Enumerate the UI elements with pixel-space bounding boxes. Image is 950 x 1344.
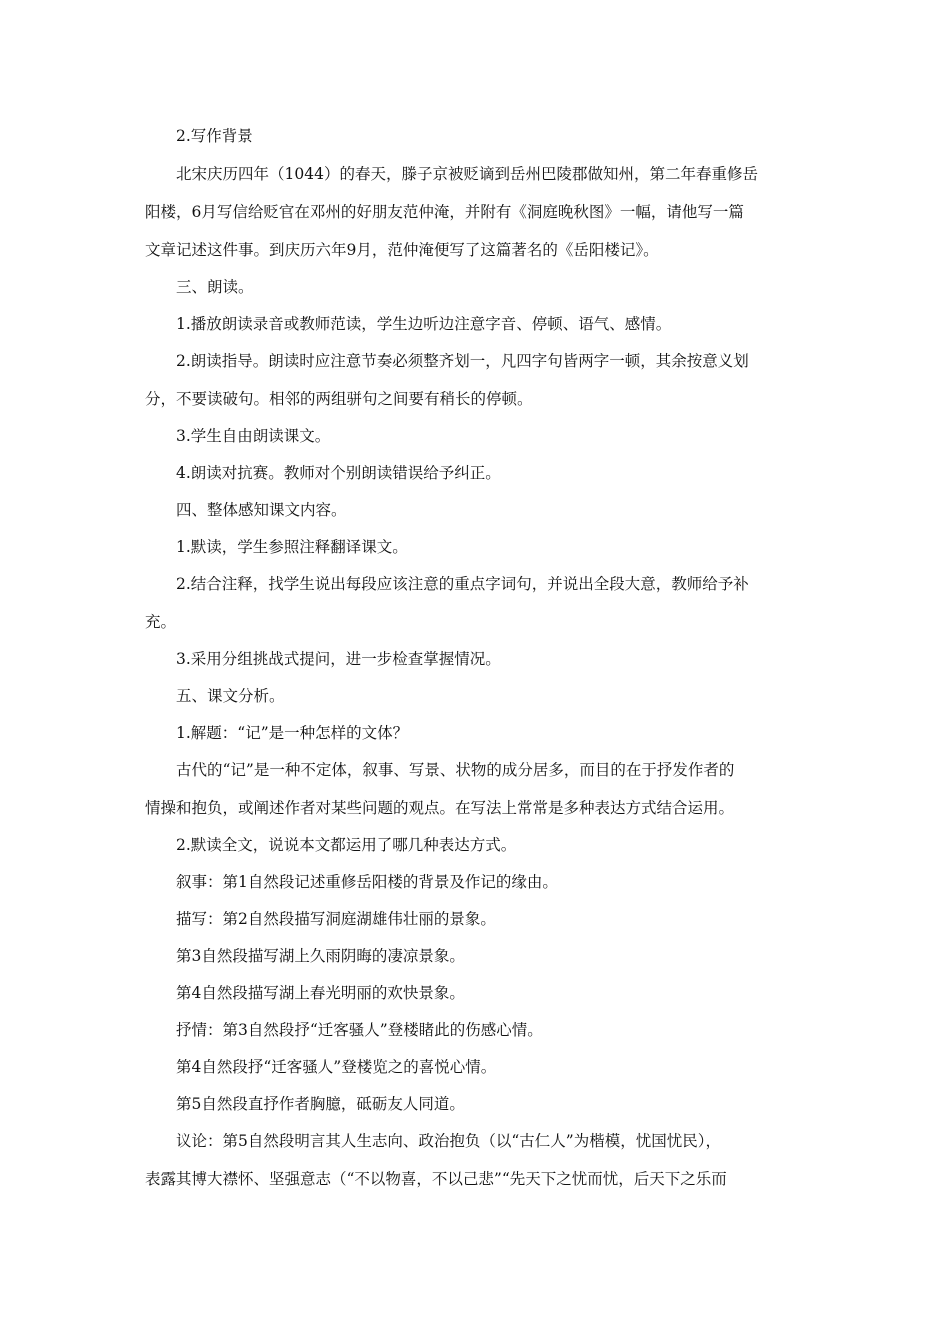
paragraph-line: 3.学生自由朗读课文。 xyxy=(176,427,331,445)
paragraph-line: 议论：第5自然段明言其人生志向、政治抱负（以“古仁人”为楷模，忧国忧民）， xyxy=(176,1132,721,1150)
paragraph-line: 叙事：第1自然段记述重修岳阳楼的背景及作记的缘由。 xyxy=(176,873,558,891)
paragraph-line: 第4自然段描写湖上春光明丽的欢快景象。 xyxy=(176,984,465,1002)
section-heading: 四、整体感知课文内容。 xyxy=(176,501,347,519)
paragraph-line: 充。 xyxy=(145,613,177,631)
paragraph-line: 1.解题：“记”是一种怎样的文体？ xyxy=(176,724,409,742)
paragraph-line: 北宋庆历四年（1044）的春天，滕子京被贬谪到岳州巴陵郡做知州，第二年春重修岳 xyxy=(176,165,758,183)
paragraph-line: 第4自然段抒“迁客骚人”登楼览之的喜悦心情。 xyxy=(176,1058,497,1076)
paragraph-line: 第5自然段直抒作者胸臆，砥砺友人同道。 xyxy=(176,1095,465,1113)
paragraph-line: 抒情：第3自然段抒“迁客骚人”登楼睹此的伤感心情。 xyxy=(176,1021,543,1039)
paragraph-line: 2.结合注释，找学生说出每段应该注意的重点字词句，并说出全段大意，教师给予补 xyxy=(176,575,749,593)
paragraph-line: 第3自然段描写湖上久雨阴晦的凄凉景象。 xyxy=(176,947,465,965)
paragraph-line: 4.朗读对抗赛。教师对个别朗读错误给予纠正。 xyxy=(176,464,501,482)
document-body xyxy=(145,126,807,1189)
paragraph-line: 古代的“记”是一种不定体，叙事、写景、状物的成分居多，而目的在于抒发作者的 xyxy=(176,761,735,779)
section-heading: 三、朗读。 xyxy=(176,278,254,296)
paragraph-line: 阳楼，6月写信给贬官在邓州的好朋友范仲淹，并附有《洞庭晚秋图》一幅，请他写一篇 xyxy=(145,203,744,221)
paragraph-line: 分，不要读破句。相邻的两组骈句之间要有稍长的停顿。 xyxy=(145,390,533,408)
paragraph-line: 描写：第2自然段描写洞庭湖雄伟壮丽的景象。 xyxy=(176,910,496,928)
paragraph-line: 表露其博大襟怀、坚强意志（“不以物喜，不以己悲”“先天下之忧而忧，后天下之乐而 xyxy=(145,1170,727,1188)
paragraph-line: 1.播放朗读录音或教师范读，学生边听边注意字音、停顿、语气、感情。 xyxy=(176,315,672,333)
section-heading: 五、课文分析。 xyxy=(176,687,285,705)
paragraph-line: 2.写作背景 xyxy=(176,127,253,145)
paragraph-line: 1.默读，学生参照注释翻译课文。 xyxy=(176,538,408,556)
paragraph-line: 2.默读全文，说说本文都运用了哪几种表达方式。 xyxy=(176,836,517,854)
paragraph-line: 情操和抱负，或阐述作者对某些问题的观点。在写法上常常是多种表达方式结合运用。 xyxy=(145,799,735,817)
paragraph-line: 3.采用分组挑战式提问，进一步检查掌握情况。 xyxy=(176,650,501,668)
paragraph-line: 文章记述这件事。到庆历六年9月，范仲淹便写了这篇著名的《岳阳楼记》。 xyxy=(145,241,659,259)
paragraph-line: 2.朗读指导。朗读时应注意节奏必须整齐划一，凡四字句皆两字一顿，其余按意义划 xyxy=(176,352,749,370)
